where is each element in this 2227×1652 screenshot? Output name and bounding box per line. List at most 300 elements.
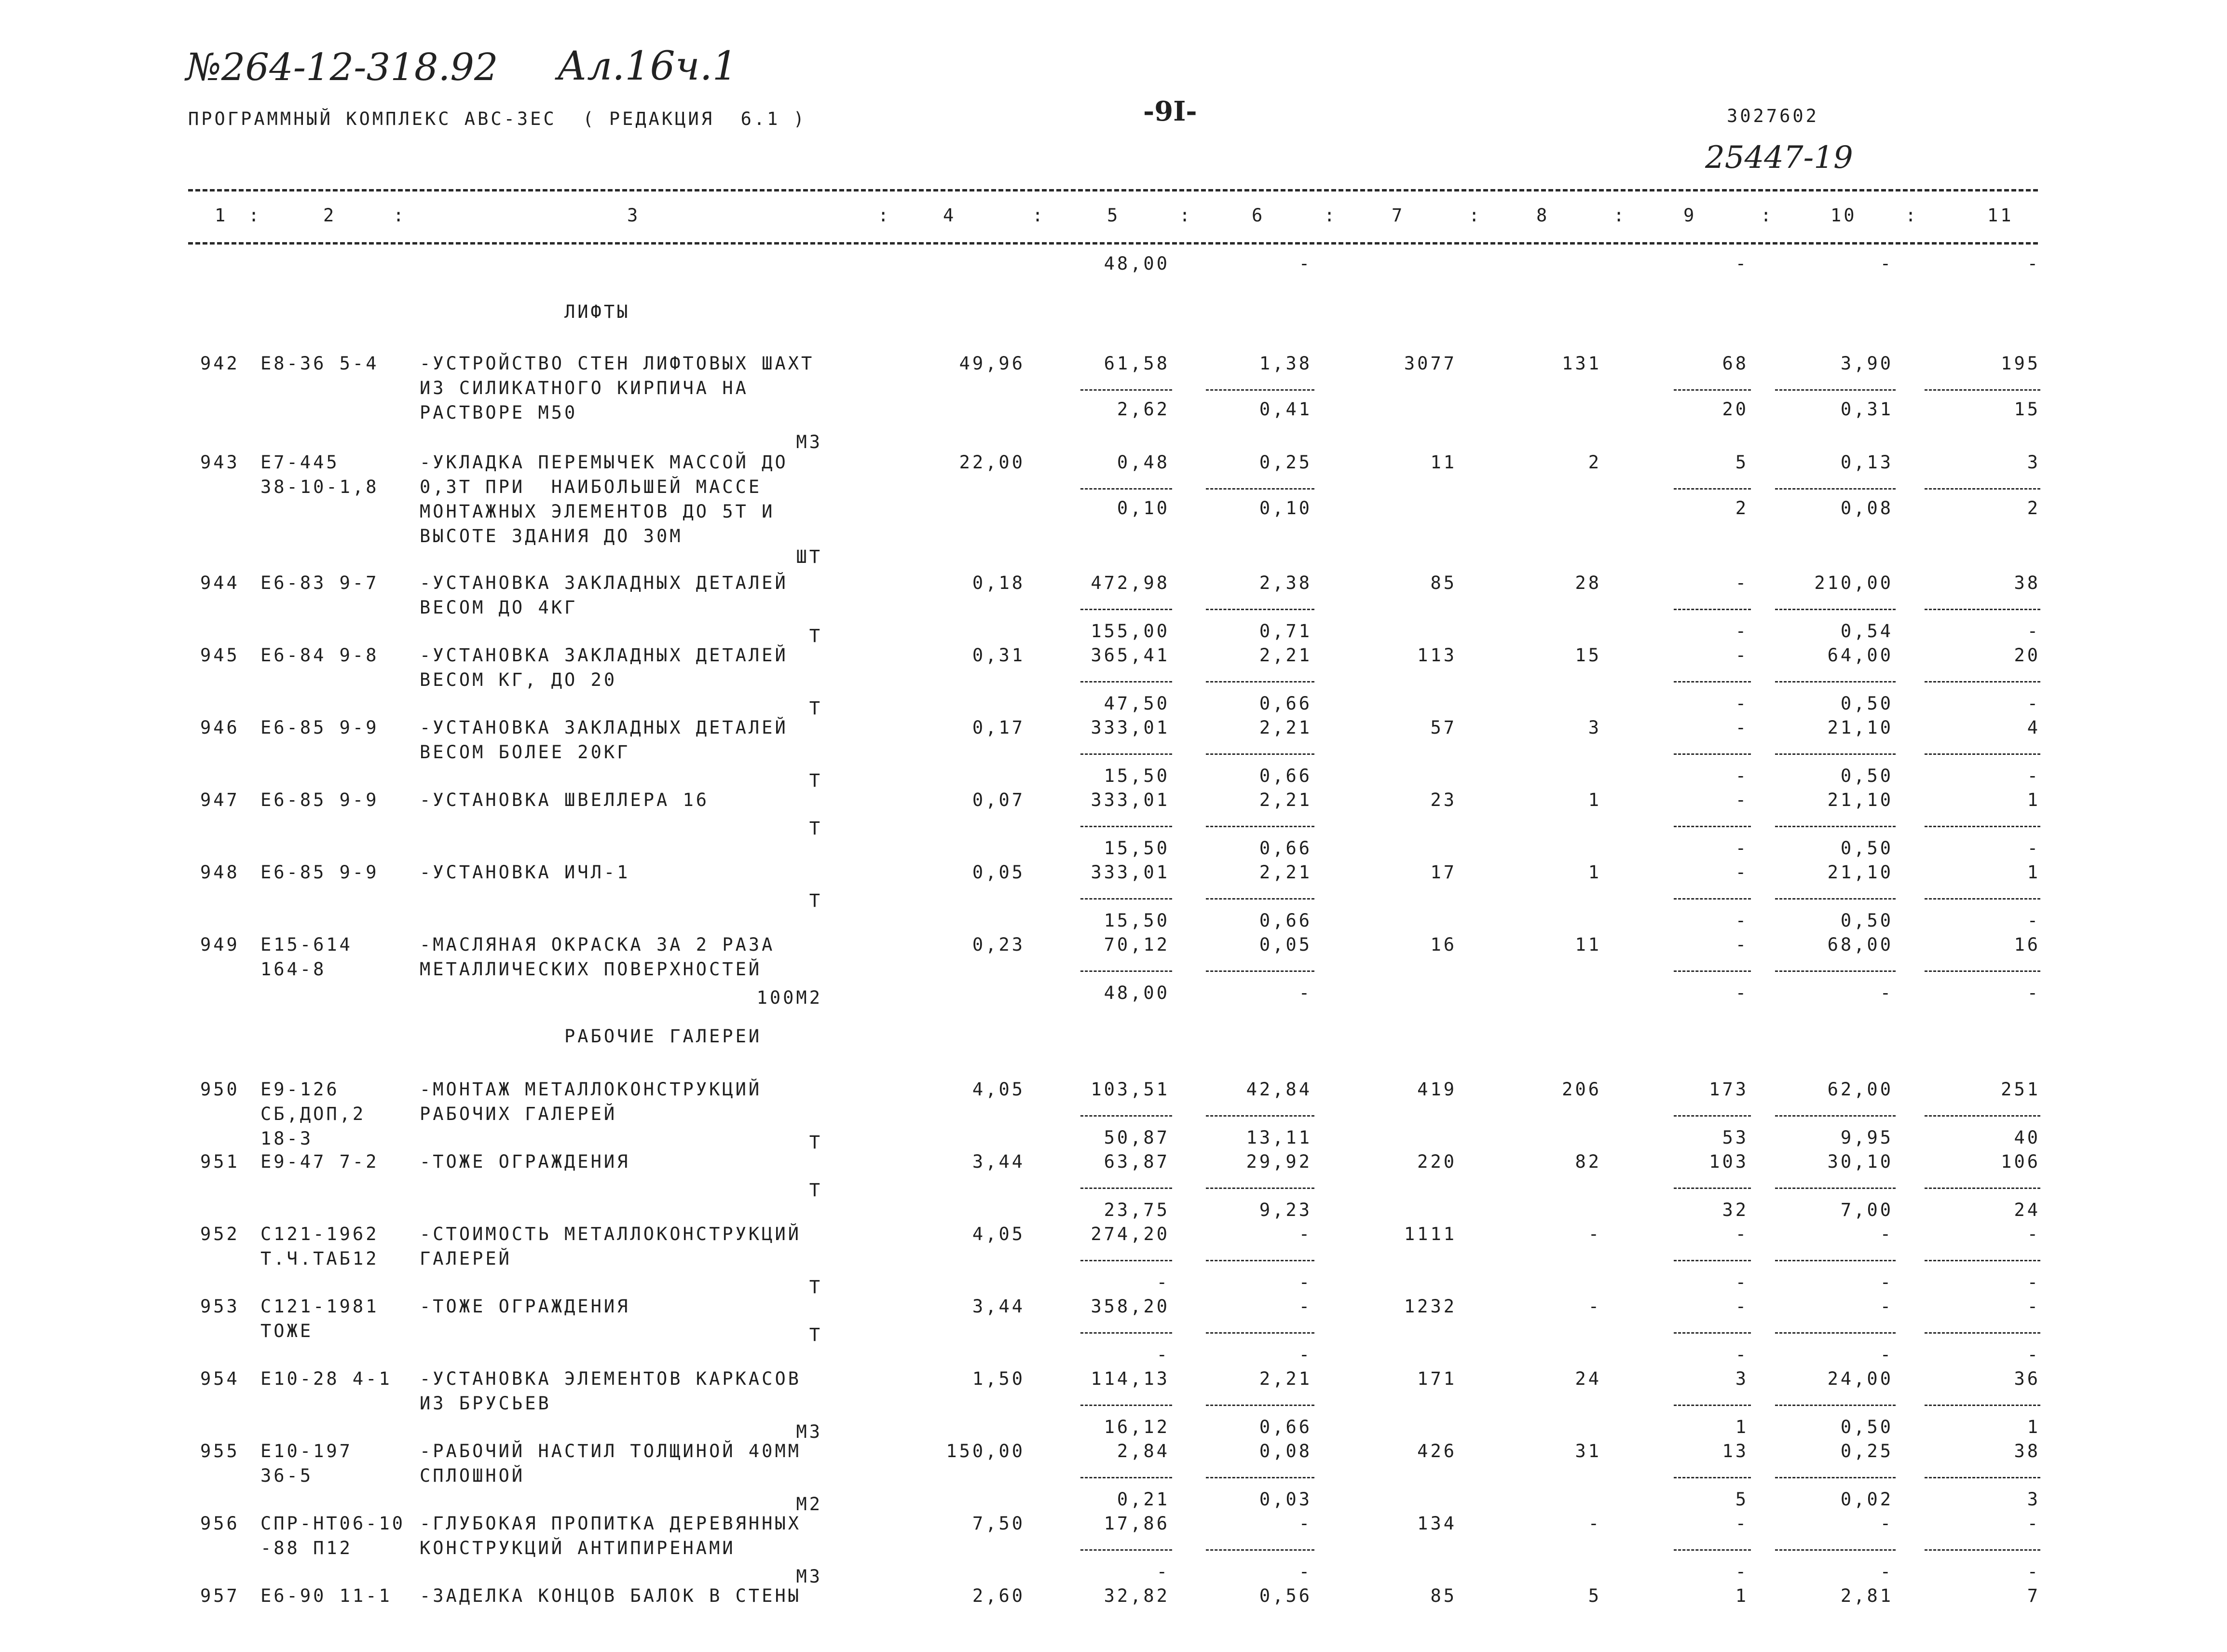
row-value-c8: 1	[1588, 790, 1601, 810]
subtotal-rule	[1674, 753, 1751, 755]
row-subvalue-c6: -	[1298, 1344, 1312, 1365]
row-value-c6: 1,38	[1259, 353, 1312, 374]
row-number: 951	[200, 1151, 240, 1172]
row-subvalue-c5: -	[1156, 1344, 1170, 1365]
row-value-c6: 0,25	[1259, 452, 1312, 473]
row-description: -ЗАДЕЛКА КОНЦОВ БАЛОК В СТЕНЫ	[420, 1585, 802, 1606]
row-value-c9: 173	[1709, 1079, 1749, 1100]
row-value-c10: 3,90	[1840, 353, 1893, 374]
row-description: МОНТАЖНЫХ ЭЛЕМЕНТОВ ДО 5Т И	[420, 501, 775, 522]
row-subvalue-c10: 9,95	[1840, 1127, 1893, 1148]
row-subvalue-c9: -	[1735, 983, 1749, 1003]
subtotal-rule	[1080, 826, 1172, 827]
column-header: 2	[323, 205, 337, 226]
subtotal-rule	[1206, 1405, 1314, 1406]
row-value-c9: -	[1735, 1224, 1749, 1244]
row-unit: ШТ	[796, 546, 822, 567]
row-subvalue-c10: 0,50	[1840, 1417, 1893, 1437]
row-subvalue-c9: -	[1735, 621, 1749, 642]
column-header: 9	[1683, 205, 1697, 226]
row-number: 943	[200, 452, 240, 473]
row-value-c8: 15	[1575, 645, 1601, 666]
row-subvalue-c9: 53	[1722, 1127, 1749, 1148]
row-value-c8: 28	[1575, 573, 1601, 593]
row-value-c4: 3,44	[972, 1296, 1025, 1317]
row-value-c5: 333,01	[1091, 717, 1170, 738]
row-value-c4: 3,44	[972, 1151, 1025, 1172]
row-subvalue-c11: -	[2027, 621, 2040, 642]
row-code: 38-10-1,8	[260, 477, 379, 497]
subtotal-rule	[1925, 753, 2040, 755]
subtotal-rule	[1080, 1549, 1172, 1551]
row-value-c5: 365,41	[1091, 645, 1170, 666]
row-subvalue-c11: -	[2027, 765, 2040, 786]
row-number: 955	[200, 1441, 240, 1461]
row-unit: 100М2	[756, 987, 822, 1008]
row-subvalue-c11: -	[2027, 1561, 2040, 1582]
row-code: Е9-126	[260, 1079, 340, 1100]
row-value-c8: -	[1588, 1513, 1601, 1534]
row-subvalue-c10: 0,50	[1840, 910, 1893, 931]
row-subvalue-c6: 9,23	[1259, 1200, 1312, 1220]
row-value-c6: 2,21	[1259, 1368, 1312, 1389]
row-subvalue-c9: -	[1735, 1272, 1749, 1293]
document-code: 3027602	[1727, 106, 1819, 126]
row-code: Е6-90 11-1	[260, 1585, 392, 1606]
subtotal-rule	[1206, 389, 1314, 391]
row-unit: Т	[809, 1132, 822, 1153]
subtotal-rule	[1206, 609, 1314, 610]
row-code: Е6-83 9-7	[260, 573, 379, 593]
subtotal-rule	[1080, 970, 1172, 972]
row-description: ВЕСОМ БОЛЕЕ 20КГ	[420, 742, 630, 763]
row-value-c4: 2,60	[972, 1585, 1025, 1606]
row-description: -ТОЖЕ ОГРАЖДЕНИЯ	[420, 1151, 630, 1172]
row-unit: Т	[809, 818, 822, 839]
row-code: Е15-614	[260, 934, 353, 955]
row-value-c11: 3	[2027, 452, 2040, 473]
row-value-c4: 4,05	[972, 1224, 1025, 1244]
row-value-c11: 16	[2014, 934, 2040, 955]
row-code: 164-8	[260, 959, 327, 980]
row-code: Е10-197	[260, 1441, 353, 1461]
subtotal-rule	[1080, 1115, 1172, 1117]
carry-value-c9: -	[1735, 253, 1749, 274]
row-subvalue-c9: -	[1735, 693, 1749, 714]
row-value-c4: 4,05	[972, 1079, 1025, 1100]
row-unit: М3	[796, 1566, 822, 1587]
row-code: 18-3	[260, 1128, 314, 1149]
row-subvalue-c6: 0,66	[1259, 693, 1312, 714]
row-value-c4: 0,23	[972, 934, 1025, 955]
row-subvalue-c11: 3	[2027, 1489, 2040, 1510]
row-value-c4: 0,07	[972, 790, 1025, 810]
row-value-c8: -	[1588, 1296, 1601, 1317]
row-code: Е6-84 9-8	[260, 645, 379, 666]
handwritten-album-ref: Ал.16ч.1	[557, 43, 738, 89]
row-code: Е6-85 9-9	[260, 717, 379, 738]
row-code: СБ,ДОП,2	[260, 1104, 366, 1124]
carry-value-c10: -	[1880, 253, 1893, 274]
subtotal-rule	[1925, 389, 2040, 391]
subtotal-rule	[1206, 1260, 1314, 1261]
row-value-c5: 63,87	[1104, 1151, 1170, 1172]
row-value-c10: 210,00	[1814, 573, 1893, 593]
page-number: -9I-	[1143, 96, 1197, 127]
section-heading-lifts: ЛИФТЫ	[564, 301, 630, 322]
row-value-c7: 85	[1430, 1585, 1457, 1606]
row-value-c9: -	[1735, 645, 1749, 666]
subtotal-rule	[1080, 488, 1172, 490]
subtotal-rule	[1674, 1188, 1751, 1189]
subtotal-rule	[1925, 681, 2040, 683]
row-value-c5: 0,48	[1117, 452, 1170, 473]
subtotal-rule	[1775, 1549, 1896, 1551]
row-value-c10: 21,10	[1827, 862, 1893, 883]
row-description: СПЛОШНОЙ	[420, 1465, 525, 1486]
subtotal-rule	[1925, 1332, 2040, 1334]
subtotal-rule	[1925, 488, 2040, 490]
row-subvalue-c11: -	[2027, 910, 2040, 931]
row-value-c11: 36	[2014, 1368, 2040, 1389]
row-value-c11: -	[2027, 1296, 2040, 1317]
subtotal-rule	[1775, 753, 1896, 755]
row-subvalue-c5: 15,50	[1104, 765, 1170, 786]
row-value-c10: 0,25	[1840, 1441, 1893, 1461]
row-value-c9: -	[1735, 862, 1749, 883]
row-value-c8: 1	[1588, 862, 1601, 883]
row-value-c6: 2,21	[1259, 862, 1312, 883]
row-subvalue-c11: 24	[2014, 1200, 2040, 1220]
carry-value-c5: 48,00	[1104, 253, 1170, 274]
row-description: ВЕСОМ ДО 4КГ	[420, 597, 578, 618]
row-unit: Т	[809, 890, 822, 911]
row-number: 953	[200, 1296, 240, 1317]
subtotal-rule	[1080, 1188, 1172, 1189]
subtotal-rule	[1206, 488, 1314, 490]
row-number: 945	[200, 645, 240, 666]
subtotal-rule	[1080, 753, 1172, 755]
subtotal-rule	[1674, 1260, 1751, 1261]
row-value-c7: 16	[1430, 934, 1457, 955]
row-value-c6: 29,92	[1246, 1151, 1312, 1172]
subtotal-rule	[1775, 970, 1896, 972]
program-line: ПРОГРАММНЫЙ КОМПЛЕКС АВС-ЗЕС ( РЕДАКЦИЯ 6.1 )	[188, 109, 806, 129]
row-value-c9: 103	[1709, 1151, 1749, 1172]
subtotal-rule	[1080, 1405, 1172, 1406]
row-code: Е6-85 9-9	[260, 790, 379, 810]
column-separator-mark: :	[878, 205, 891, 226]
row-number: 947	[200, 790, 240, 810]
handwritten-inventory-number: 25447-19	[1705, 140, 1853, 176]
row-description: 0,3Т ПРИ НАИБОЛЬШЕЙ МАССЕ	[420, 477, 762, 497]
row-subvalue-c10: 7,00	[1840, 1200, 1893, 1220]
row-code: ТОЖЕ	[260, 1321, 314, 1341]
subtotal-rule	[1775, 1405, 1896, 1406]
row-value-c9: 13	[1722, 1441, 1749, 1461]
row-subvalue-c5: 0,10	[1117, 498, 1170, 519]
row-subvalue-c10: 0,50	[1840, 838, 1893, 859]
row-value-c10: 2,81	[1840, 1585, 1893, 1606]
row-value-c6: 2,38	[1259, 573, 1312, 593]
subtotal-rule	[1925, 1115, 2040, 1117]
subtotal-rule	[1674, 1332, 1751, 1334]
row-value-c11: 38	[2014, 1441, 2040, 1461]
row-value-c11: -	[2027, 1513, 2040, 1534]
row-subvalue-c6: 0,71	[1259, 621, 1312, 642]
row-value-c8: 82	[1575, 1151, 1601, 1172]
column-header: 3	[627, 205, 641, 226]
row-subvalue-c10: -	[1880, 1344, 1893, 1365]
row-subvalue-c5: 15,50	[1104, 838, 1170, 859]
row-code: Е9-47 7-2	[260, 1151, 379, 1172]
row-value-c4: 0,31	[972, 645, 1025, 666]
row-value-c11: 195	[2001, 353, 2040, 374]
subtotal-rule	[1775, 1477, 1896, 1478]
row-description: КОНСТРУКЦИЙ АНТИПИРЕНАМИ	[420, 1538, 736, 1558]
row-code: 36-5	[260, 1465, 314, 1486]
row-value-c4: 49,96	[959, 353, 1025, 374]
subtotal-rule	[1775, 826, 1896, 827]
row-value-c7: 113	[1417, 645, 1457, 666]
row-unit: Т	[809, 1277, 822, 1297]
row-value-c9: 68	[1722, 353, 1749, 374]
column-header: 11	[1987, 205, 2014, 226]
row-code: Е6-85 9-9	[260, 862, 379, 883]
row-value-c10: -	[1880, 1513, 1893, 1534]
row-description: -МАСЛЯНАЯ ОКРАСКА ЗА 2 РАЗА	[420, 934, 775, 955]
row-description: МЕТАЛЛИЧЕСКИХ ПОВЕРХНОСТЕЙ	[420, 959, 762, 980]
row-unit: Т	[809, 1324, 822, 1345]
column-header: 10	[1831, 205, 1857, 226]
row-number: 957	[200, 1585, 240, 1606]
row-description: РАБОЧИХ ГАЛЕРЕЙ	[420, 1104, 617, 1124]
row-value-c8: -	[1588, 1224, 1601, 1244]
row-value-c6: 2,21	[1259, 717, 1312, 738]
subtotal-rule	[1775, 488, 1896, 490]
row-value-c5: 333,01	[1091, 862, 1170, 883]
row-unit: Т	[809, 770, 822, 791]
row-value-c7: 3077	[1404, 353, 1457, 374]
row-value-c8: 206	[1562, 1079, 1601, 1100]
subtotal-rule	[1775, 681, 1896, 683]
subtotal-rule	[1206, 1477, 1314, 1478]
row-subvalue-c10: 0,08	[1840, 498, 1893, 519]
row-description: -УСТАНОВКА ЭЛЕМЕНТОВ КАРКАСОВ	[420, 1368, 802, 1389]
row-value-c6: 42,84	[1246, 1079, 1312, 1100]
row-value-c11: -	[2027, 1224, 2040, 1244]
row-value-c7: 426	[1417, 1441, 1457, 1461]
row-value-c7: 419	[1417, 1079, 1457, 1100]
row-value-c5: 274,20	[1091, 1224, 1170, 1244]
row-subvalue-c9: -	[1735, 838, 1749, 859]
row-subvalue-c5: 16,12	[1104, 1417, 1170, 1437]
row-subvalue-c5: 15,50	[1104, 910, 1170, 931]
row-subvalue-c6: 0,41	[1259, 399, 1312, 420]
subtotal-rule	[1206, 681, 1314, 683]
row-value-c6: 2,21	[1259, 645, 1312, 666]
subtotal-rule	[1925, 1188, 2040, 1189]
row-description: -РАБОЧИЙ НАСТИЛ ТОЛЩИНОЙ 40ММ	[420, 1441, 802, 1461]
subtotal-rule	[1925, 970, 2040, 972]
row-description: -УСТРОЙСТВО СТЕН ЛИФТОВЫХ ШАХТ	[420, 353, 815, 374]
row-subvalue-c11: -	[2027, 1272, 2040, 1293]
row-value-c4: 0,18	[972, 573, 1025, 593]
subtotal-rule	[1080, 898, 1172, 900]
row-subvalue-c6: 0,66	[1259, 1417, 1312, 1437]
row-number: 954	[200, 1368, 240, 1389]
row-subvalue-c5: -	[1156, 1272, 1170, 1293]
row-value-c7: 57	[1430, 717, 1457, 738]
subtotal-rule	[1080, 681, 1172, 683]
row-subvalue-c10: -	[1880, 1561, 1893, 1582]
subtotal-rule	[1080, 1260, 1172, 1261]
row-subvalue-c10: 0,50	[1840, 765, 1893, 786]
section-heading-galleries: РАБОЧИЕ ГАЛЕРЕИ	[564, 1026, 762, 1047]
row-subvalue-c5: 155,00	[1091, 621, 1170, 642]
row-description: -СТОИМОСТЬ МЕТАЛЛОКОНСТРУКЦИЙ	[420, 1224, 802, 1244]
row-value-c11: 251	[2001, 1079, 2040, 1100]
row-value-c5: 114,13	[1091, 1368, 1170, 1389]
row-subvalue-c6: 13,11	[1246, 1127, 1312, 1148]
row-subvalue-c11: 1	[2027, 1417, 2040, 1437]
subtotal-rule	[1925, 1549, 2040, 1551]
row-value-c8: 24	[1575, 1368, 1601, 1389]
row-value-c10: -	[1880, 1224, 1893, 1244]
row-value-c7: 85	[1430, 573, 1457, 593]
subtotal-rule	[1206, 826, 1314, 827]
row-code: Е7-445	[260, 452, 340, 473]
row-subvalue-c10: 0,54	[1840, 621, 1893, 642]
row-description: -УСТАНОВКА ЗАКЛАДНЫХ ДЕТАЛЕЙ	[420, 645, 788, 666]
subtotal-rule	[1674, 681, 1751, 683]
row-subvalue-c9: 2	[1735, 498, 1749, 519]
row-value-c5: 358,20	[1091, 1296, 1170, 1317]
row-subvalue-c9: -	[1735, 910, 1749, 931]
row-value-c7: 220	[1417, 1151, 1457, 1172]
row-number: 948	[200, 862, 240, 883]
row-value-c11: 1	[2027, 862, 2040, 883]
row-value-c8: 2	[1588, 452, 1601, 473]
row-unit: М2	[796, 1494, 822, 1515]
subtotal-rule	[1206, 1332, 1314, 1334]
row-value-c5: 61,58	[1104, 353, 1170, 374]
row-value-c10: 30,10	[1827, 1151, 1893, 1172]
subtotal-rule	[1674, 488, 1751, 490]
row-value-c11: 38	[2014, 573, 2040, 593]
row-description: -УСТАНОВКА ЗАКЛАДНЫХ ДЕТАЛЕЙ	[420, 717, 788, 738]
column-header: 4	[943, 205, 956, 226]
row-subvalue-c5: 2,62	[1117, 399, 1170, 420]
subtotal-rule	[1080, 1477, 1172, 1478]
subtotal-rule	[1674, 1115, 1751, 1117]
row-subvalue-c10: -	[1880, 1272, 1893, 1293]
row-value-c9: -	[1735, 790, 1749, 810]
subtotal-rule	[1775, 898, 1896, 900]
subtotal-rule	[1925, 609, 2040, 610]
row-subvalue-c9: 20	[1722, 399, 1749, 420]
row-value-c9: -	[1735, 934, 1749, 955]
row-description: -УСТАНОВКА ШВЕЛЛЕРА 16	[420, 790, 710, 810]
subtotal-rule	[1674, 1477, 1751, 1478]
subtotal-rule	[1925, 826, 2040, 827]
row-description: РАСТВОРЕ М50	[420, 402, 578, 423]
header-rule-bottom	[188, 242, 2038, 245]
subtotal-rule	[1674, 389, 1751, 391]
row-value-c5: 472,98	[1091, 573, 1170, 593]
subtotal-rule	[1775, 1188, 1896, 1189]
row-subvalue-c9: -	[1735, 765, 1749, 786]
row-subvalue-c6: 0,66	[1259, 838, 1312, 859]
row-value-c10: 0,13	[1840, 452, 1893, 473]
row-value-c9: -	[1735, 1513, 1749, 1534]
row-subvalue-c6: 0,03	[1259, 1489, 1312, 1510]
row-value-c6: 0,05	[1259, 934, 1312, 955]
subtotal-rule	[1080, 609, 1172, 610]
row-subvalue-c9: -	[1735, 1344, 1749, 1365]
row-code: СПР-НТ06-10	[260, 1513, 406, 1534]
row-code: С121-1981	[260, 1296, 379, 1317]
row-value-c10: 21,10	[1827, 717, 1893, 738]
row-unit: М3	[796, 432, 822, 452]
row-code: Т.Ч.ТАБ12	[260, 1248, 379, 1269]
row-subvalue-c11: 40	[2014, 1127, 2040, 1148]
row-value-c6: -	[1298, 1296, 1312, 1317]
row-value-c11: 106	[2001, 1151, 2040, 1172]
column-header: 1	[215, 205, 228, 226]
row-unit: Т	[809, 698, 822, 719]
row-value-c8: 5	[1588, 1585, 1601, 1606]
row-value-c6: -	[1298, 1513, 1312, 1534]
row-number: 950	[200, 1079, 240, 1100]
row-description: -ГЛУБОКАЯ ПРОПИТКА ДЕРЕВЯННЫХ	[420, 1513, 802, 1534]
row-subvalue-c5: 47,50	[1104, 693, 1170, 714]
row-value-c9: 5	[1735, 452, 1749, 473]
row-subvalue-c9: 32	[1722, 1200, 1749, 1220]
row-value-c10: 62,00	[1827, 1079, 1893, 1100]
row-subvalue-c11: 15	[2014, 399, 2040, 420]
header-rule-top	[188, 189, 2038, 191]
row-subvalue-c5: 48,00	[1104, 983, 1170, 1003]
row-value-c6: -	[1298, 1224, 1312, 1244]
row-number: 956	[200, 1513, 240, 1534]
subtotal-rule	[1925, 1405, 2040, 1406]
row-subvalue-c6: 0,66	[1259, 910, 1312, 931]
row-value-c11: 4	[2027, 717, 2040, 738]
carry-value-c6: -	[1298, 253, 1312, 274]
subtotal-rule	[1206, 970, 1314, 972]
row-value-c6: 2,21	[1259, 790, 1312, 810]
row-description: -УКЛАДКА ПЕРЕМЫЧЕК МАССОЙ ДО	[420, 452, 788, 473]
subtotal-rule	[1925, 1260, 2040, 1261]
row-description: -ТОЖЕ ОГРАЖДЕНИЯ	[420, 1296, 630, 1317]
subtotal-rule	[1674, 898, 1751, 900]
row-value-c11: 1	[2027, 790, 2040, 810]
row-number: 949	[200, 934, 240, 955]
row-value-c4: 150,00	[946, 1441, 1025, 1461]
row-subvalue-c6: -	[1298, 1272, 1312, 1293]
row-number: 952	[200, 1224, 240, 1244]
row-value-c10: -	[1880, 1296, 1893, 1317]
subtotal-rule	[1080, 1332, 1172, 1334]
subtotal-rule	[1674, 1405, 1751, 1406]
column-separator-mark: :	[248, 205, 262, 226]
row-description: ИЗ СИЛИКАТНОГО КИРПИЧА НА	[420, 378, 749, 398]
row-subvalue-c6: 0,66	[1259, 765, 1312, 786]
row-value-c7: 1111	[1404, 1224, 1457, 1244]
subtotal-rule	[1775, 389, 1896, 391]
row-subvalue-c5: 0,21	[1117, 1489, 1170, 1510]
